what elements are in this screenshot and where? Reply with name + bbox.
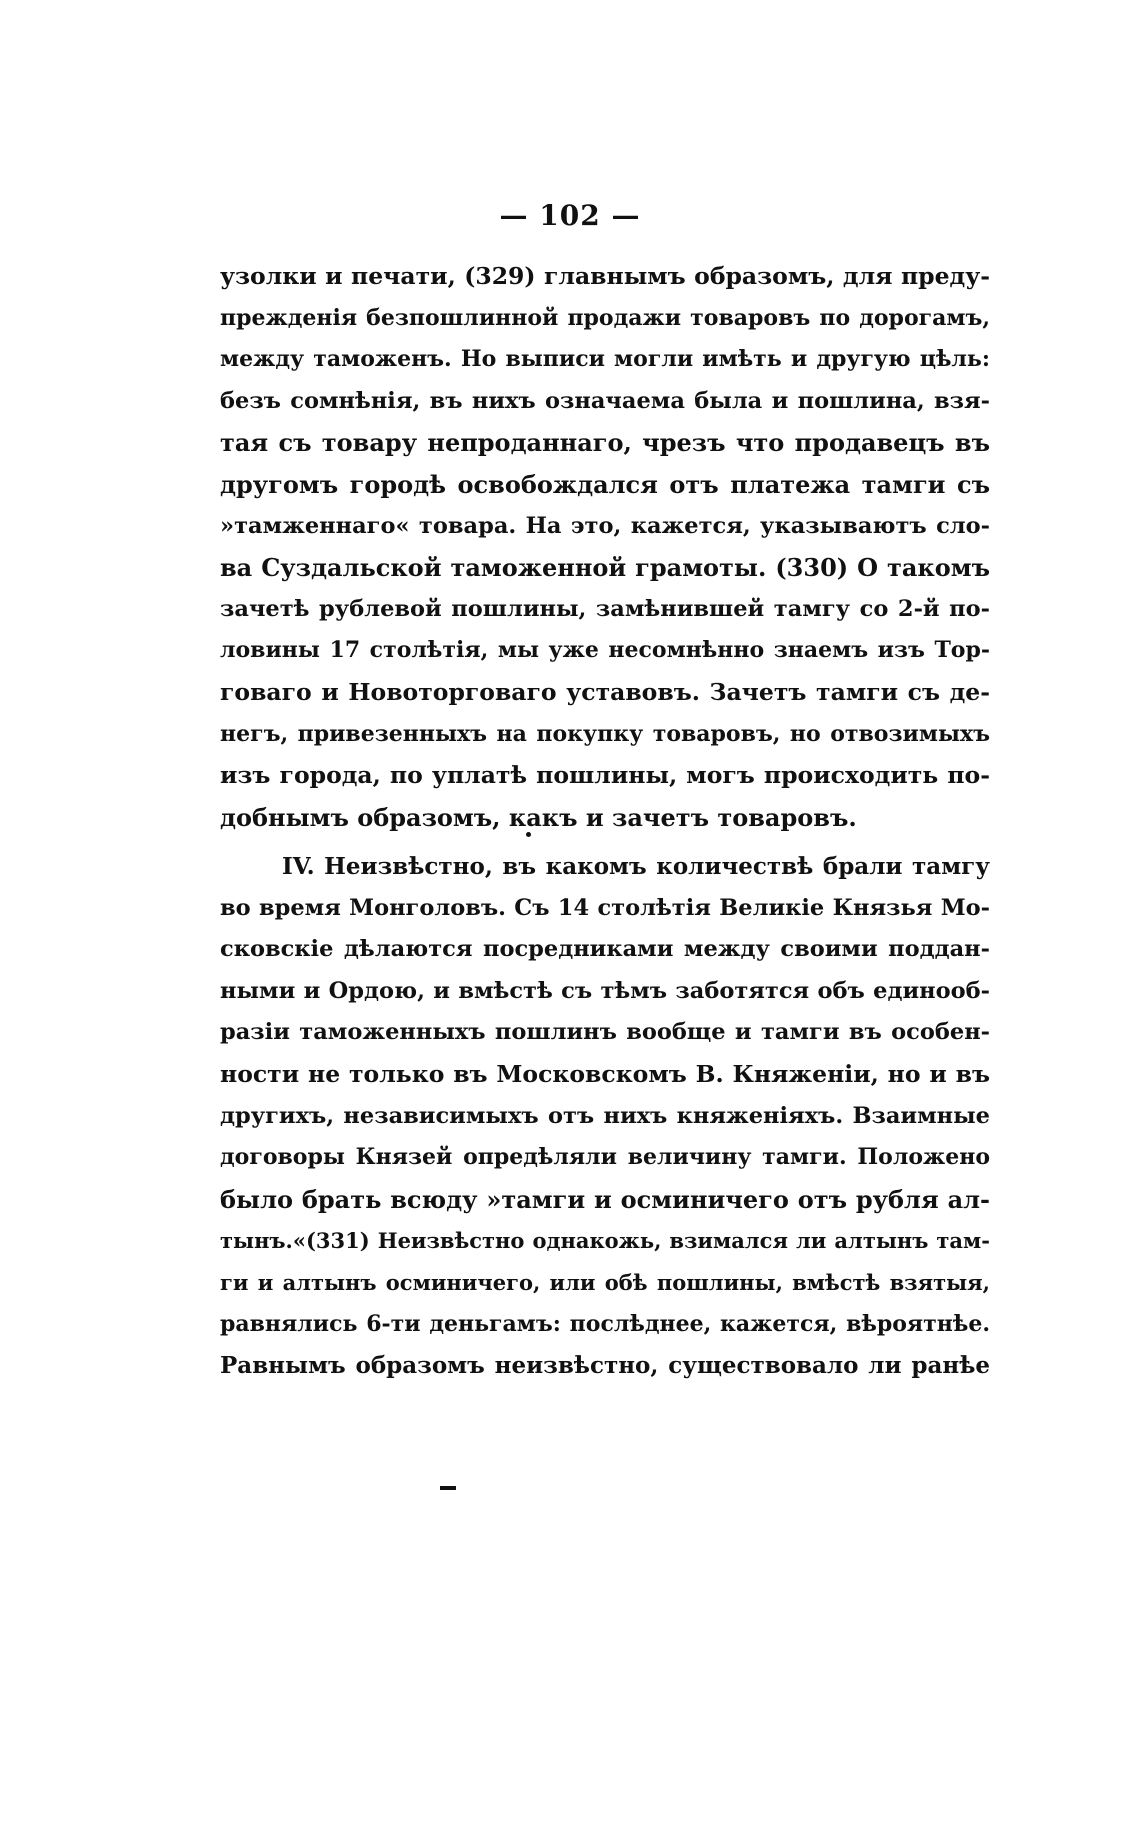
- text-line: узолки и печати, (329) главнымъ образомъ, для преду-: [220, 262, 990, 290]
- page-number: — 102 —: [499, 199, 641, 232]
- text-line: ными и Ордою, и вмѣстѣ съ тѣмъ заботятся объ единооб-: [220, 977, 990, 1004]
- text-line: ва Суздальской таможенной грамоты. (330) О такомъ: [220, 553, 990, 583]
- text-line: ги и алтынъ осминичего, или обѣ пошлины, вмѣстѣ взятыя,: [220, 1269, 990, 1295]
- text-line: сковскіе дѣлаются посредниками между своими поддан-: [220, 936, 990, 963]
- text-line: безъ сомнѣнія, въ нихъ означаема была и пошлина, взя-: [220, 387, 990, 414]
- text-line: договоры Князей опредѣляли величину тамги. Положено: [220, 1144, 990, 1171]
- text-line: Равнымъ образомъ неизвѣстно, существовало ли ранѣе: [220, 1352, 990, 1380]
- text-line: добнымъ образомъ, какъ и зачетъ товаровъ.: [220, 802, 857, 832]
- text-line: тая съ товару непроданнаго, чрезъ что продавецъ въ: [220, 428, 990, 458]
- text-line: ности не только въ Московскомъ В. Княженіи, но и въ: [220, 1059, 990, 1088]
- text-line: IV. Неизвѣстно, въ какомъ количествѣ брали тамгу: [282, 853, 990, 880]
- text-line: равнялись 6-ти деньгамъ: послѣднее, кажется, вѣроятнѣе.: [220, 1310, 990, 1337]
- text-line: зачетѣ рублевой пошлины, замѣнившей тамгу со 2-й по-: [220, 595, 990, 622]
- paragraph-2: [220, 846, 990, 1387]
- text-line: разіи таможенныхъ пошлинъ вообще и тамги въ особен-: [220, 1019, 990, 1046]
- text-line: говаго и Новоторговаго уставовъ. Зачетъ тамги съ де-: [220, 677, 990, 706]
- paragraph-1: [220, 256, 990, 838]
- text-line: было брать всюду »тамги и осминичего отъ рубля ал-: [220, 1184, 990, 1214]
- text-line: между таможенъ. Но выписи могли имѣть и другую цѣль:: [220, 346, 990, 373]
- text-line: »тамженнаго« товара. На это, кажется, указываютъ сло-: [220, 512, 990, 539]
- text-line: негъ, привезенныхъ на покупку товаровъ, но отвозимыхъ: [220, 720, 990, 747]
- print-speck: [526, 832, 531, 837]
- text-line: тынъ.«(331) Неизвѣстно однакожь, взимался ли алтынъ там-: [220, 1228, 990, 1254]
- text-line: изъ города, по уплатѣ пошлины, могъ происходить по-: [220, 761, 990, 790]
- text-line: во время Монголовъ. Съ 14 столѣтія Великіе Князья Мо-: [220, 894, 990, 921]
- text-line: прежденія безпошлинной продажи товаровъ по дорогамъ,: [220, 304, 990, 331]
- text-line: ловины 17 столѣтія, мы уже несомнѣнно знаемъ изъ Тор-: [220, 637, 990, 664]
- text-line: другомъ городѣ освобождался отъ платежа тамги съ: [220, 469, 990, 499]
- print-mark: [440, 1486, 456, 1490]
- text-line: другихъ, независимыхъ отъ нихъ княженіяхъ. Взаимные: [220, 1102, 990, 1129]
